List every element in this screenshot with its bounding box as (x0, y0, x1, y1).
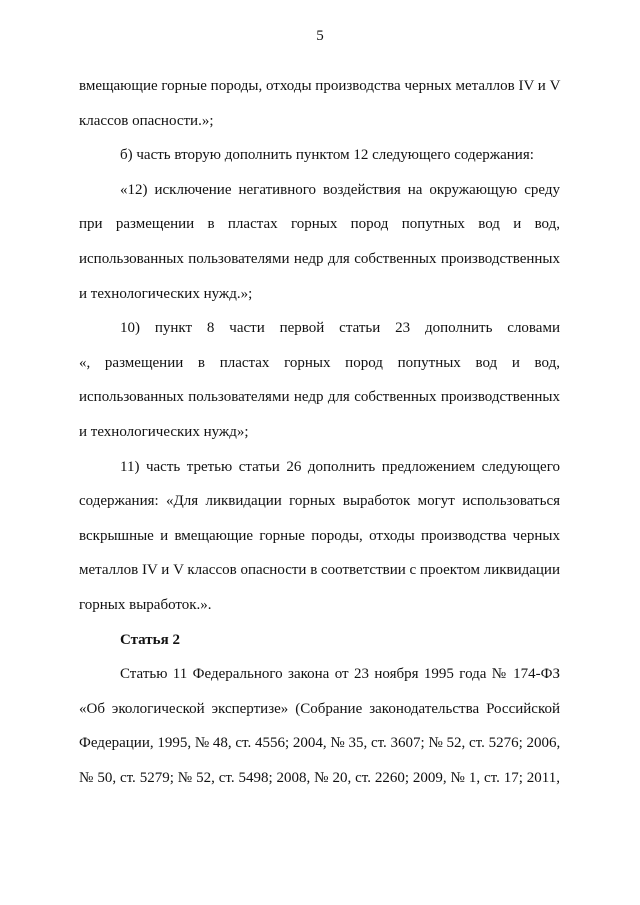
text-line: горных выработок.». (79, 596, 212, 613)
text-line: классов опасности.»; (79, 112, 214, 129)
article-heading: Статья 2 (120, 631, 180, 648)
text-line: Федерации, 1995, № 48, ст. 4556; 2004, № 35, ст. 3607; № 52, ст. 5276; 2006, (79, 735, 561, 752)
page-number: 5 (316, 28, 324, 44)
text-line: использованных пользователями недр для собственных производственных (79, 389, 560, 406)
text-line: № 50, ст. 5279; № 52, ст. 5498; 2008, № 20, ст. 2260; 2009, № 1, ст. 17; 2011, (79, 769, 560, 786)
text-line: «, размещении в пластах горных пород попутных вод и вод, (79, 354, 560, 371)
text-line: 10) пункт 8 части первой статьи 23 дополнить словами (120, 320, 560, 337)
text-line: вскрышные и вмещающие горные породы, отходы производства черных (79, 527, 560, 544)
document-body (79, 69, 560, 795)
text-line: «Об экологической экспертизе» (Собрание законодательства Российской (79, 700, 560, 717)
text-line: вмещающие горные породы, отходы производства черных металлов IV и V (79, 78, 561, 94)
text-line: и технологических нужд.»; (79, 285, 253, 302)
text-line: «12) исключение негативного воздействия на окружающую среду (120, 181, 560, 198)
text-line: содержания: «Для ликвидации горных выработок могут использоваться (79, 493, 560, 510)
text-line: при размещении в пластах горных пород попутных вод и вод, (79, 216, 560, 233)
text-line: 11) часть третью статьи 26 дополнить предложением следующего (120, 458, 560, 475)
text-line: Статью 11 Федерального закона от 23 ноября 1995 года № 174-ФЗ (120, 666, 560, 683)
text-line: и технологических нужд»; (79, 423, 249, 440)
text-line: металлов IV и V классов опасности в соответствии с проектом ликвидации (79, 562, 560, 579)
text-line: использованных пользователями недр для собственных производственных (79, 250, 560, 267)
text-line: б) часть вторую дополнить пунктом 12 следующего содержания: (120, 147, 534, 164)
